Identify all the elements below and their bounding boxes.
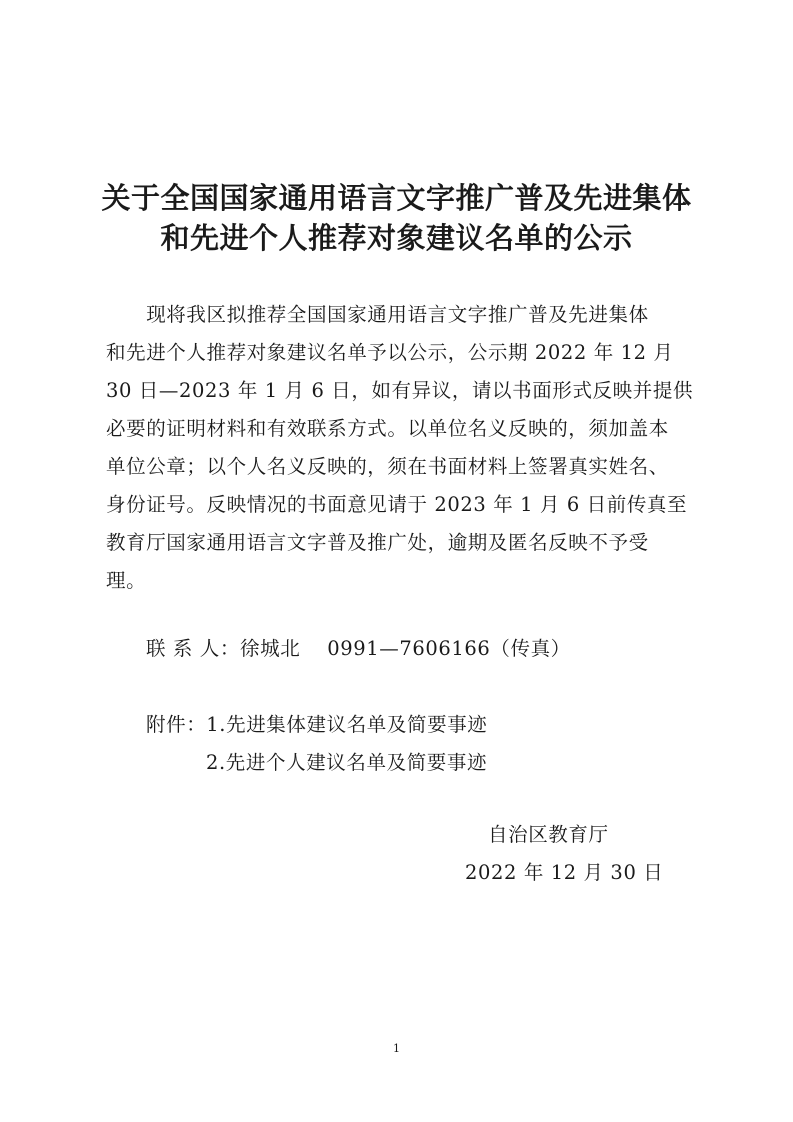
body-line: 理。	[106, 569, 147, 592]
page-number: 1	[393, 1042, 400, 1055]
document-title-line-2: 和先进个人推荐对象建议名单的公示	[160, 221, 633, 255]
body-line: 教育厅国家通用语言文字普及推广处，逾期及匿名反映不予受	[106, 531, 649, 554]
body-line: 现将我区拟推荐全国国家通用语言文字推广普及先进集体	[106, 303, 649, 326]
body-line: 30 日—2023 年 1 月 6 日，如有异议，请以书面形式反映并提供	[106, 379, 694, 402]
signature-date: 2022 年 12 月 30 日	[465, 861, 664, 884]
signature-org: 自治区教育厅	[488, 823, 609, 846]
attachment-item-2: 2.先进个人建议名单及简要事迹	[206, 751, 488, 774]
body-line: 单位公章；以个人名义反映的，须在书面材料上签署真实姓名、	[106, 455, 669, 478]
attachment-item-1: 附件：1.先进集体建议名单及简要事迹	[146, 713, 488, 736]
contact-info: 联 系 人：徐城北 0991—7606166（传真）	[146, 637, 571, 660]
body-line: 和先进个人推荐对象建议名单予以公示，公示期 2022 年 12 月	[106, 341, 674, 364]
body-line: 身份证号。反映情况的书面意见请于 2023 年 1 月 6 日前传真至	[106, 493, 688, 516]
document-title-line-1: 关于全国国家通用语言文字推广普及先进集体	[101, 181, 692, 215]
body-line: 必要的证明材料和有效联系方式。以单位名义反映的，须加盖本	[106, 417, 669, 440]
